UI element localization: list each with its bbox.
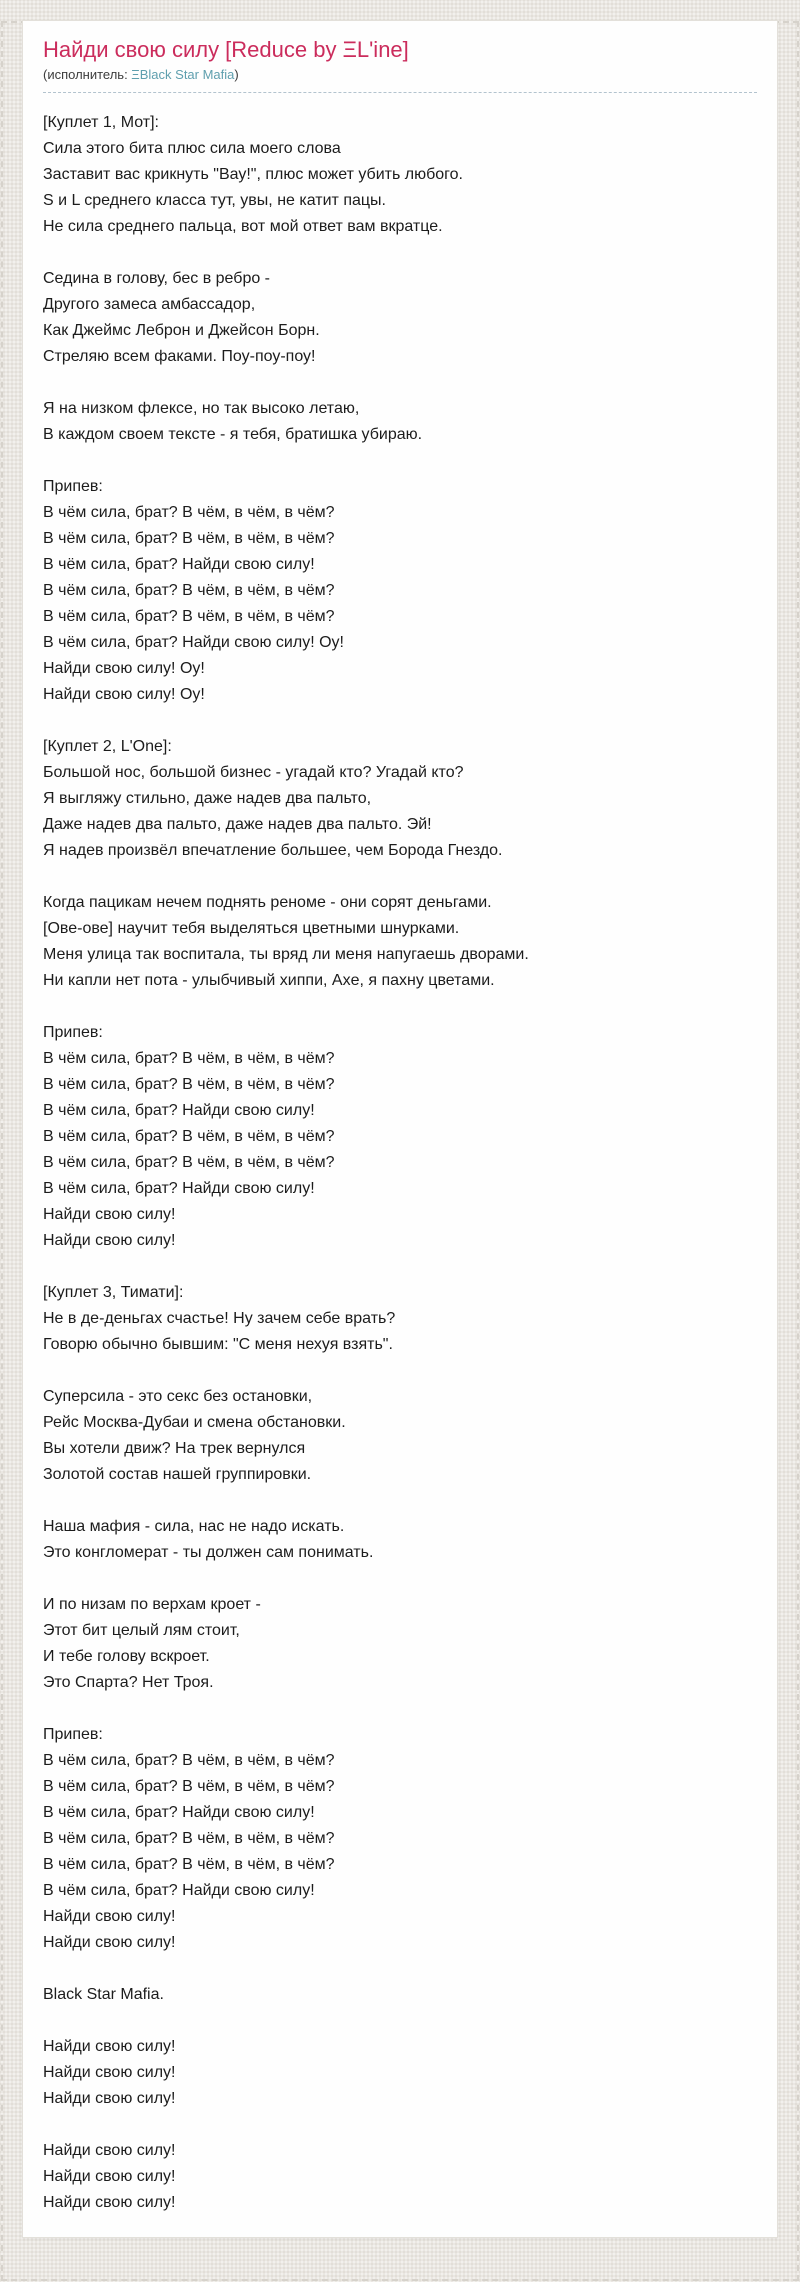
lyric-line: [Куплет 1, Мот]: [43,114,159,131]
lyric-line: Вы хотели движ? На трек вернулся [43,1440,306,1457]
lyric-line: Даже надев два пальто, даже надев два пальто. Эй! [43,816,432,833]
lyric-line: В чём сила, брат? Найди свою силу! [43,1180,315,1197]
lyric-line: [Куплет 3, Тимати]: [43,1284,184,1301]
lyric-line: Найди свою силу! [43,2142,176,2159]
lyric-line: В чём сила, брат? Найди свою силу! [43,556,315,573]
lyric-blank-line [43,448,757,474]
artist-link[interactable]: ΞBlack Star Mafia [131,67,235,82]
lyric-line: В чём сила, брат? В чём, в чём, в чём? [43,582,335,599]
lyric-blank-line [43,240,757,266]
lyric-line: Стреляю всем факами. Поу-поу-поу! [43,348,316,365]
lyric-blank-line [43,1358,757,1384]
lyric-blank-line [43,1696,757,1722]
lyric-line: Найди свою силу! Оу! [43,686,205,703]
lyric-line: Найди свою силу! [43,1232,176,1249]
lyric-blank-line [43,1956,757,1982]
lyric-line: Я выгляжу стильно, даже надев два пальто, [43,790,372,807]
lyric-line: В чём сила, брат? В чём, в чём, в чём? [43,1830,335,1847]
lyrics-card [22,20,778,2238]
lyric-line: Найди свою силу! Оу! [43,660,205,677]
lyric-line: В чём сила, брат? Найди свою силу! [43,1804,315,1821]
lyric-line: В чём сила, брат? В чём, в чём, в чём? [43,1050,335,1067]
artist-line [43,66,757,93]
lyric-line: Рейс Москва-Дубаи и смена обстановки. [43,1414,346,1431]
lyric-blank-line [43,1254,757,1280]
lyric-line: В чём сила, брат? В чём, в чём, в чём? [43,1154,335,1171]
lyric-line: В чём сила, брат? Найди свою силу! Оу! [43,634,344,651]
lyric-line: И тебе голову вскроет. [43,1648,210,1665]
lyric-line: В каждом своем тексте - я тебя, братишка убираю. [43,426,423,443]
lyric-blank-line [43,2008,757,2034]
lyric-line: Суперсила - это секс без остановки, [43,1388,313,1405]
lyric-line: Сила этого бита плюс сила моего слова [43,140,341,157]
lyric-line: [Куплет 2, L'One]: [43,738,172,755]
lyric-line: В чём сила, брат? В чём, в чём, в чём? [43,1778,335,1795]
lyric-line: Золотой состав нашей группировки. [43,1466,312,1483]
lyric-line: S и L среднего класса тут, увы, не катит пацы. [43,192,386,209]
lyric-line: Найди свою силу! [43,2064,176,2081]
lyric-line: Найди свою силу! [43,2090,176,2107]
lyric-line: Black Star Mafia. [43,1986,164,2003]
lyric-line: Я на низком флексе, но так высоко летаю, [43,400,360,417]
lyric-line: Это конгломерат - ты должен сам понимать. [43,1544,374,1561]
lyric-line: В чём сила, брат? В чём, в чём, в чём? [43,530,335,547]
lyric-line: Наша мафия - сила, нас не надо искать. [43,1518,345,1535]
lyric-line: Я надев произвёл впечатление большее, чем Борода Гнездо. [43,842,503,859]
lyrics-text [43,110,757,2216]
lyric-line: Найди свою силу! [43,2168,176,2185]
lyric-line: Не сила среднего пальца, вот мой ответ вам вкратце. [43,218,443,235]
lyric-line: Найди свою силу! [43,1206,176,1223]
lyric-line: Меня улица так воспитала, ты вряд ли меня напугаешь дворами. [43,946,529,963]
lyric-line: Седина в голову, бес в ребро - [43,270,271,287]
lyric-line: Говорю обычно бывшим: "С меня нехуя взять". [43,1336,393,1353]
lyric-blank-line [43,864,757,890]
lyric-line: И по низам по верхам кроет - [43,1596,261,1613]
lyric-blank-line [43,708,757,734]
lyric-line: В чём сила, брат? В чём, в чём, в чём? [43,1128,335,1145]
lyric-line: Большой нос, большой бизнес - угадай кто? Угадай кто? [43,764,464,781]
lyric-blank-line [43,1488,757,1514]
lyric-line: Заставит вас крикнуть "Вау!", плюс может убить любого. [43,166,463,183]
lyric-line: Ни капли нет пота - улыбчивый хиппи, Axe, я пахну цветами. [43,972,495,989]
lyric-line: Припев: [43,478,103,495]
lyric-line: Припев: [43,1726,103,1743]
lyric-line: В чём сила, брат? В чём, в чём, в чём? [43,1752,335,1769]
lyric-line: [Ове-ове] научит тебя выделяться цветными шнурками. [43,920,460,937]
lyric-line: В чём сила, брат? В чём, в чём, в чём? [43,1856,335,1873]
lyric-line: В чём сила, брат? Найди свою силу! [43,1882,315,1899]
lyric-line: Другого замеса амбассадор, [43,296,256,313]
lyric-blank-line [43,2112,757,2138]
lyric-line: Найди свою силу! [43,2194,176,2211]
lyric-line: В чём сила, брат? Найди свою силу! [43,1102,315,1119]
lyric-line: Как Джеймс Леброн и Джейсон Борн. [43,322,320,339]
lyric-line: В чём сила, брат? В чём, в чём, в чём? [43,1076,335,1093]
lyric-line: Найди свою силу! [43,1934,176,1951]
artist-label-close: ) [234,67,239,82]
lyric-line: Найди свою силу! [43,2038,176,2055]
lyric-blank-line [43,994,757,1020]
lyric-blank-line [43,1566,757,1592]
lyric-line: Не в де-деньгах счастье! Ну зачем себе врать? [43,1310,396,1327]
lyric-line: Это Спарта? Нет Троя. [43,1674,214,1691]
lyric-line: В чём сила, брат? В чём, в чём, в чём? [43,608,335,625]
lyric-line: В чём сила, брат? В чём, в чём, в чём? [43,504,335,521]
lyric-line: Этот бит целый лям стоит, [43,1622,240,1639]
lyric-line: Найди свою силу! [43,1908,176,1925]
lyric-line: Когда пацикам нечем поднять реноме - они сорят деньгами. [43,894,492,911]
page-title: Найди свою силу [Reduce by ΞL'ine] [43,37,409,62]
lyric-blank-line [43,370,757,396]
artist-label: (исполнитель: [43,67,132,82]
lyric-line: Припев: [43,1024,103,1041]
